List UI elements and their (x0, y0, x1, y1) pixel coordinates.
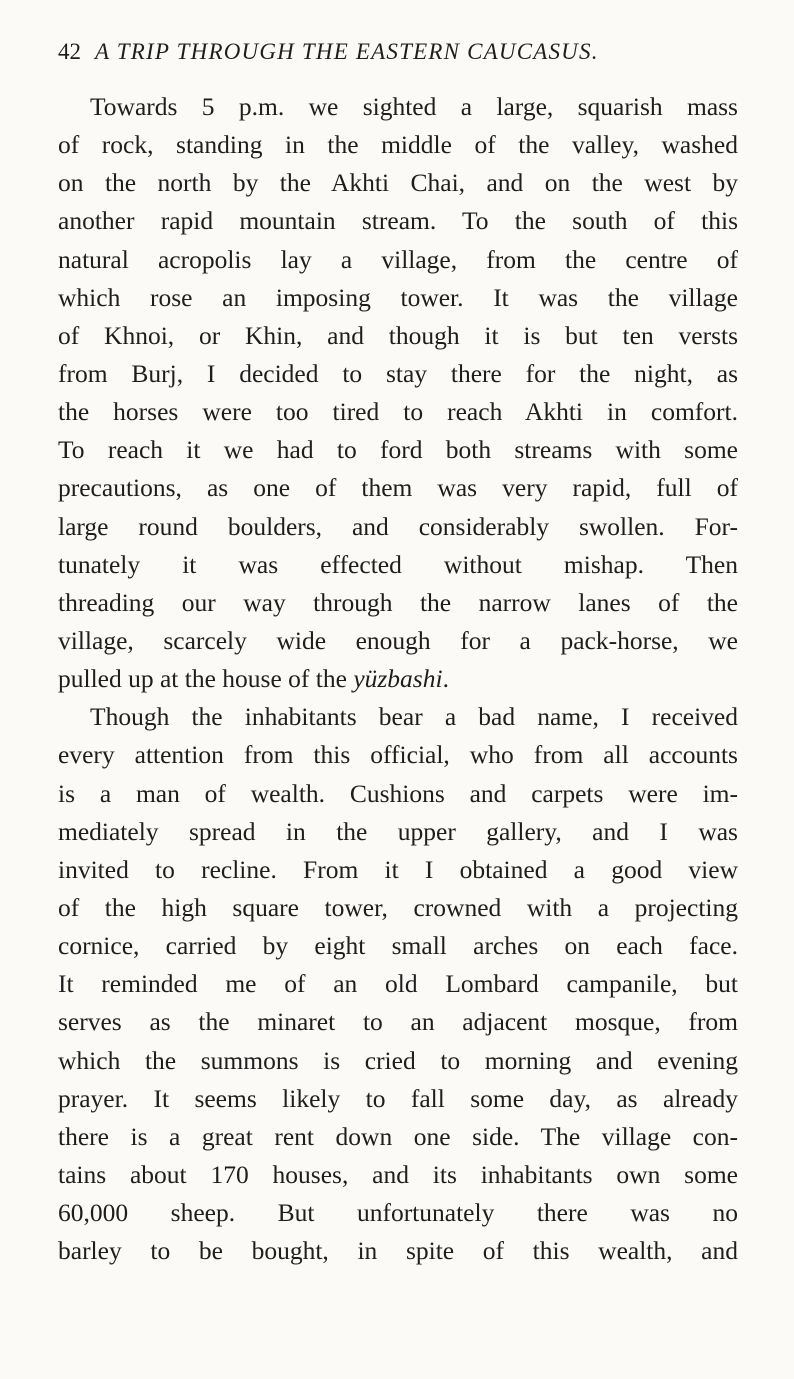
text-line (58, 431, 738, 469)
text-line (58, 660, 738, 698)
line-text: large round boulders, and considerably swollen. For- (58, 511, 738, 541)
line-text: another rapid mountain stream. To the south of this (58, 206, 738, 236)
text-line (58, 202, 738, 240)
line-text: . (442, 664, 449, 694)
line-text: which the summons is cried to morning and evening (58, 1045, 738, 1075)
text-line (58, 241, 738, 279)
line-text: on the north by the Akhti Chai, and on the west by (58, 168, 738, 198)
text-line (58, 736, 738, 774)
text-line (58, 279, 738, 317)
text-line (58, 1194, 738, 1232)
text-line (58, 469, 738, 507)
text-line (58, 813, 738, 851)
text-line (58, 889, 738, 927)
line-text: cornice, carried by eight small arches on each face. (58, 931, 738, 961)
line-text: To reach it we had to ford both streams with some (58, 435, 738, 465)
line-text: 60,000 sheep. But unfortunately there was no (58, 1198, 738, 1228)
text-line (58, 88, 738, 126)
line-text: from Burj, I decided to stay there for the night, as (58, 358, 738, 388)
text-line (58, 965, 738, 1003)
line-text: Though the inhabitants bear a bad name, I received (90, 702, 738, 732)
line-text: the horses were too tired to reach Akhti in comfort. (58, 397, 738, 427)
text-line (58, 584, 738, 622)
line-text: precautions, as one of them was very rapid, full of (58, 473, 738, 503)
body-text (58, 88, 738, 1270)
text-line (58, 1080, 738, 1118)
text-line (58, 1003, 738, 1041)
line-text: serves as the minaret to an adjacent mosque, from (58, 1007, 738, 1037)
text-line (58, 851, 738, 889)
text-line (58, 775, 738, 813)
line-text: which rose an imposing tower. It was the village (58, 282, 738, 312)
text-line (58, 355, 738, 393)
text-line (58, 1156, 738, 1194)
line-text: It reminded me of an old Lombard campanile, but (58, 969, 738, 999)
line-text: of the high square tower, crowned with a projecting (58, 892, 738, 922)
line-text: of Khnoi, or Khin, and though it is but ten versts (58, 320, 738, 350)
line-text: Towards 5 p.m. we sighted a large, squarish mass (90, 92, 738, 121)
line-text: village, scarcely wide enough for a pack-horse, we (58, 625, 738, 655)
line-text: pulled up at the house of the (58, 664, 354, 694)
italic-term: yüzbashi (353, 664, 443, 694)
text-line (58, 1042, 738, 1080)
line-text: natural acropolis lay a village, from the centre of (58, 244, 738, 274)
line-text: every attention from this official, who from all accounts (58, 740, 738, 770)
line-text: mediately spread in the upper gallery, and I was (58, 816, 738, 846)
text-line (58, 393, 738, 431)
line-text: prayer. It seems likely to fall some day, as already (58, 1083, 738, 1113)
line-text: invited to recline. From it I obtained a good view (58, 854, 738, 884)
text-line (58, 698, 738, 736)
line-text: tunately it was effected without mishap. Then (58, 549, 738, 579)
line-text: threading our way through the narrow lanes of the (58, 587, 738, 617)
line-text: is a man of wealth. Cushions and carpets were im- (58, 778, 738, 808)
line-text: there is a great rent down one side. The village con- (58, 1121, 738, 1151)
running-title: A TRIP THROUGH THE EASTERN CAUCASUS. (95, 39, 599, 64)
text-line (58, 164, 738, 202)
text-line (58, 927, 738, 965)
text-line (58, 508, 738, 546)
text-line (58, 546, 738, 584)
page-number: 42 (58, 39, 81, 64)
line-text: of rock, standing in the middle of the valley, washed (58, 130, 738, 160)
line-text: barley to be bought, in spite of this wealth, and (58, 1236, 738, 1266)
line-text: tains about 170 houses, and its inhabitants own some (58, 1159, 738, 1189)
text-line (58, 126, 738, 164)
text-line (58, 317, 738, 355)
text-line (58, 1232, 738, 1270)
text-line (58, 1118, 738, 1156)
running-head (58, 34, 738, 70)
text-line (58, 622, 738, 660)
